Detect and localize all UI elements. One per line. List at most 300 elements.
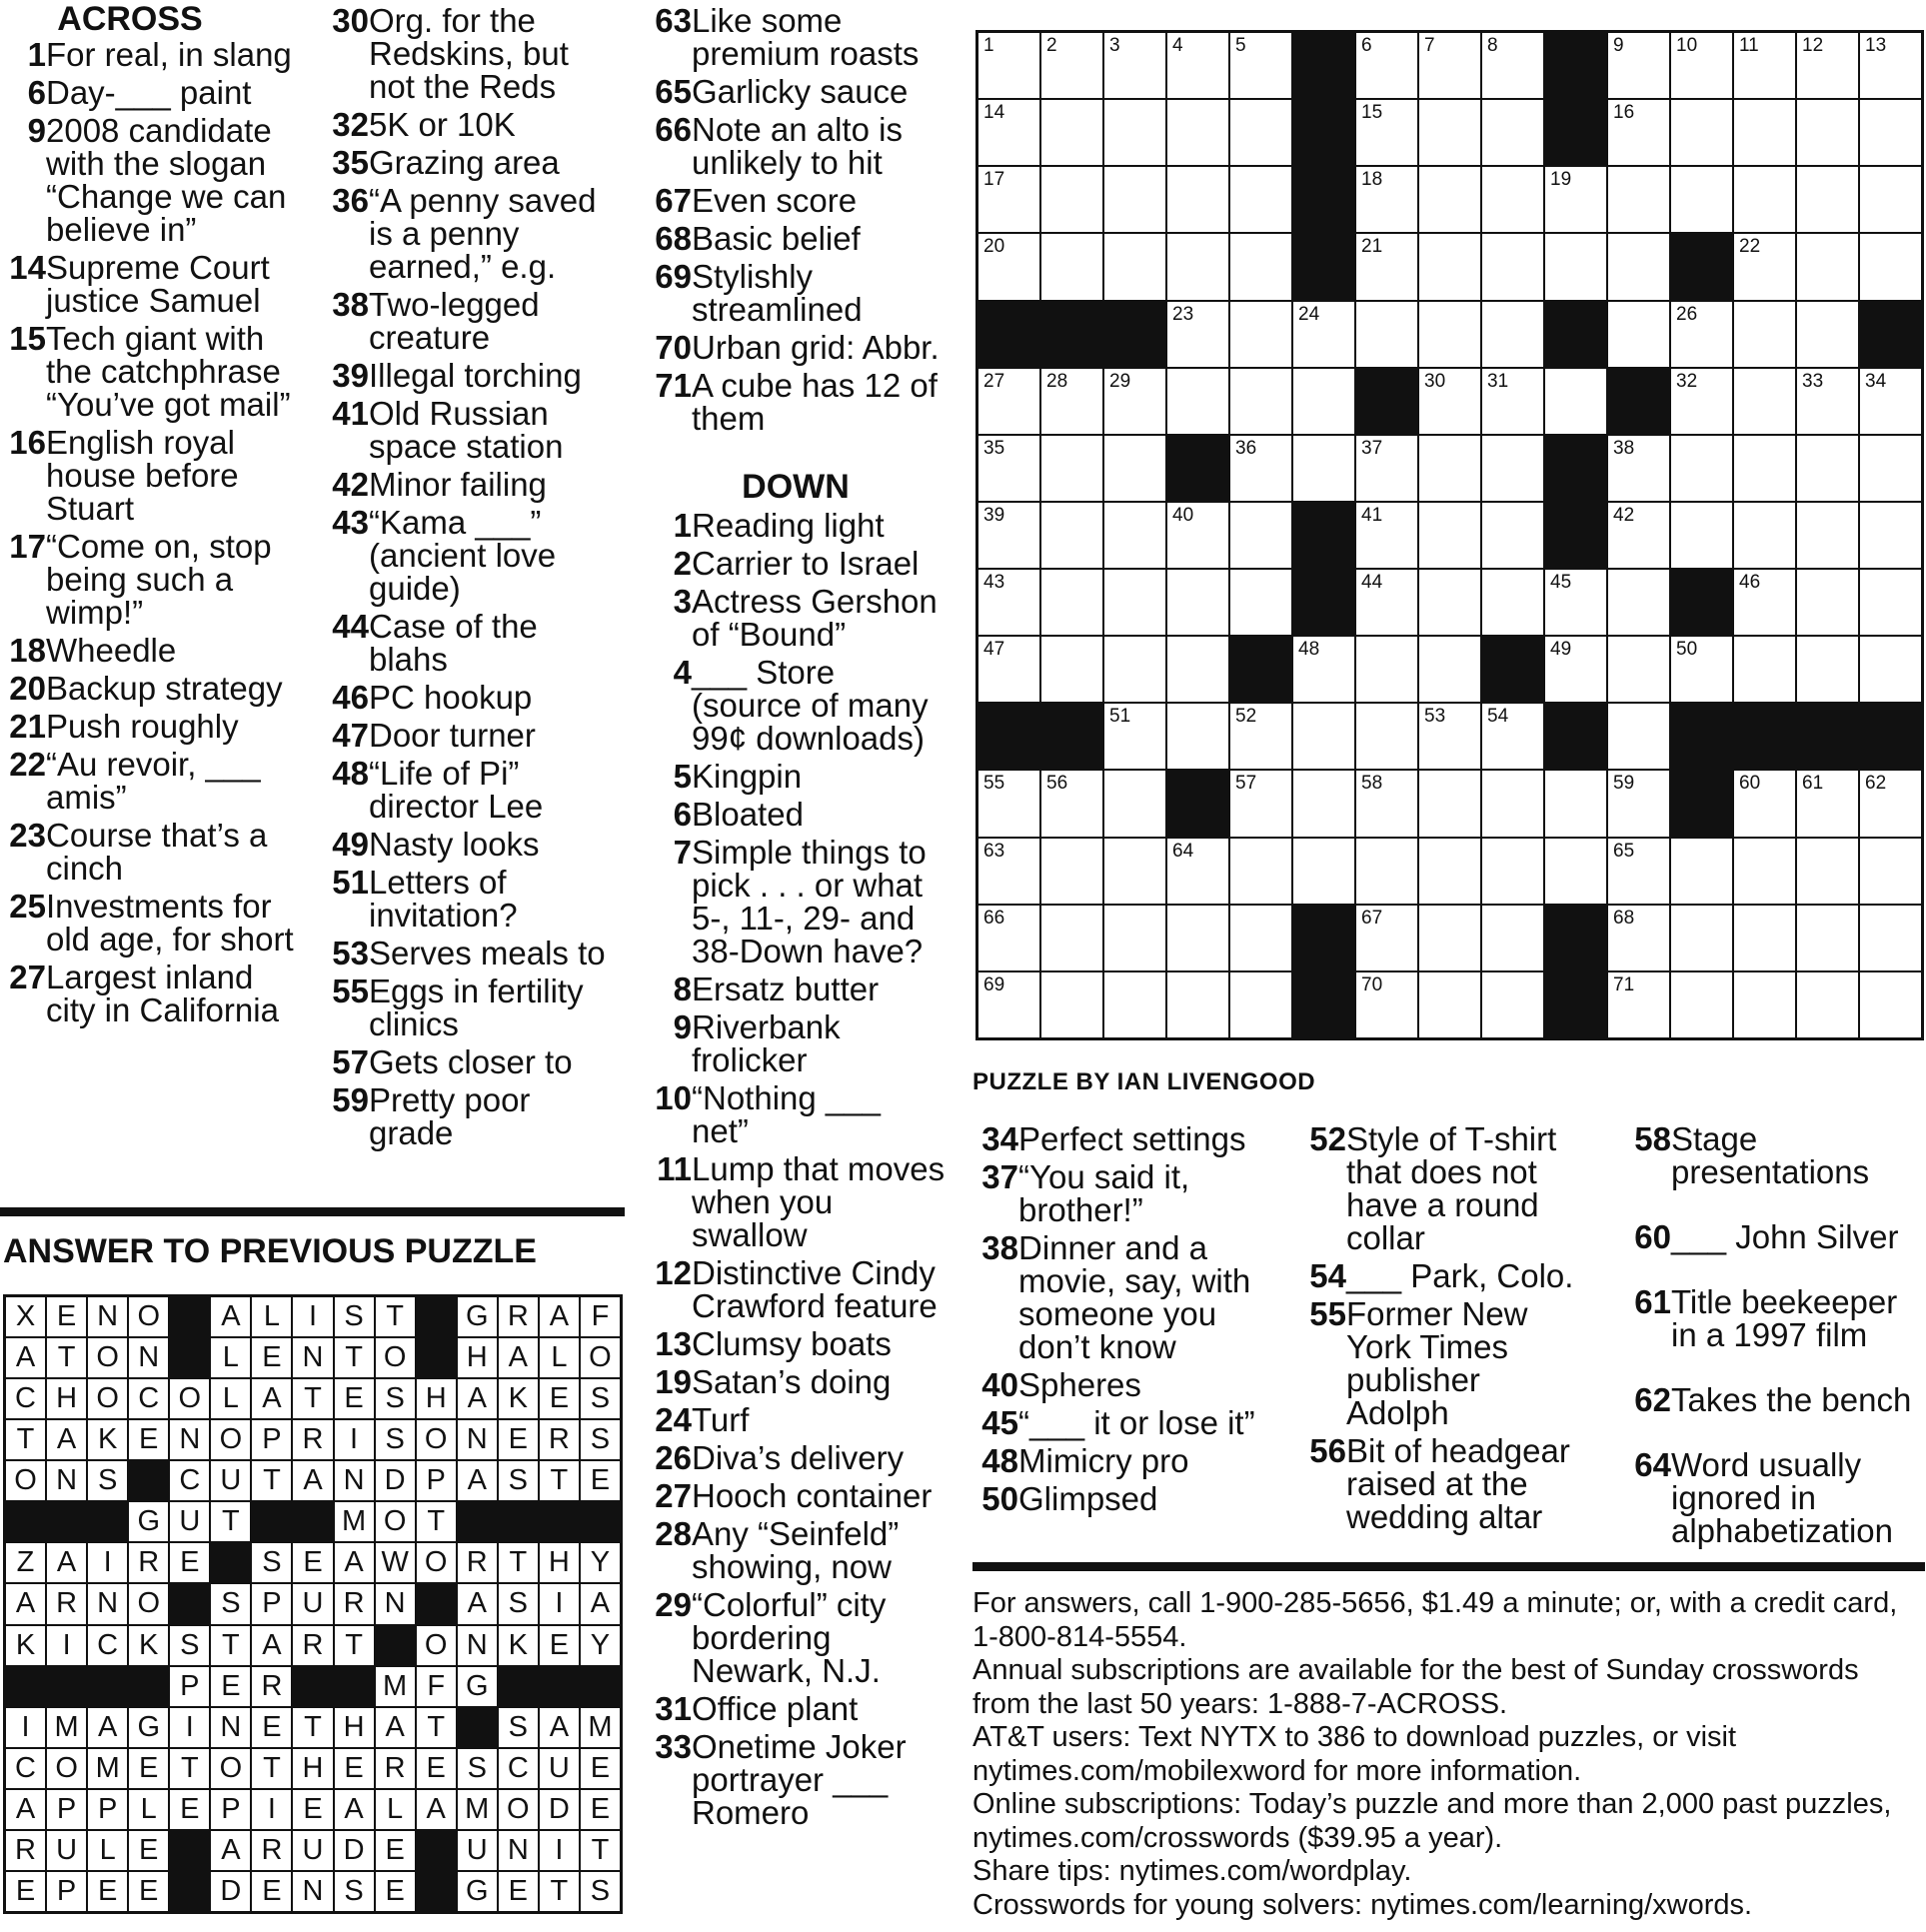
grid-cell[interactable] <box>1860 369 1921 434</box>
grid-cell[interactable] <box>978 771 1039 836</box>
grid-cell[interactable] <box>1356 570 1417 635</box>
grid-cell[interactable] <box>1293 436 1354 501</box>
grid-cell[interactable] <box>1230 33 1291 98</box>
grid-cell[interactable] <box>1671 972 1732 1037</box>
clue-text: Supreme Court justice Samuel <box>46 249 270 319</box>
answer-letter: T <box>499 1543 538 1582</box>
answer-letter: U <box>540 1749 579 1788</box>
grid-cell[interactable] <box>1734 33 1795 98</box>
grid-cell[interactable] <box>1104 839 1165 904</box>
clue-text: Backup strategy <box>46 670 283 707</box>
answer-letter: E <box>581 1749 620 1788</box>
grid-cell[interactable] <box>1167 906 1228 970</box>
cell-number: 13 <box>1865 35 1887 56</box>
clue-item <box>323 4 623 103</box>
answer-letter: T <box>335 1626 374 1665</box>
grid-cell[interactable] <box>1356 436 1417 501</box>
grid-cell[interactable] <box>1230 436 1291 501</box>
grid-cell[interactable] <box>978 906 1039 970</box>
grid-cell[interactable] <box>1671 167 1732 232</box>
grid-cell[interactable] <box>978 167 1039 232</box>
clue-item <box>323 397 623 463</box>
grid-cell[interactable] <box>1293 637 1354 702</box>
cell-number: 62 <box>1865 773 1887 795</box>
grid-cell[interactable] <box>1419 972 1480 1037</box>
grid-cell[interactable] <box>1482 503 1543 568</box>
grid-cell[interactable] <box>1797 436 1858 501</box>
clue-item <box>0 634 300 667</box>
grid-cell[interactable] <box>1419 234 1480 299</box>
clue-number: 36 <box>332 182 369 219</box>
grid-cell[interactable] <box>1734 234 1795 299</box>
grid-cell[interactable] <box>978 570 1039 635</box>
cell-number: 58 <box>1361 773 1383 795</box>
answer-letter: L <box>129 1790 168 1829</box>
grid-cell[interactable] <box>1482 33 1543 98</box>
grid-cell[interactable] <box>1734 167 1795 232</box>
grid-cell[interactable] <box>1104 704 1165 769</box>
answer-letter: N <box>88 1297 127 1336</box>
grid-cell[interactable] <box>1482 436 1543 501</box>
answer-letter: U <box>293 1831 332 1870</box>
answer-letter: E <box>170 1790 209 1829</box>
grid-cell[interactable] <box>978 972 1039 1037</box>
clue-item <box>646 184 946 217</box>
clue-number: 56 <box>1309 1432 1346 1469</box>
grid-cell[interactable] <box>1860 33 1921 98</box>
grid-cell[interactable] <box>1797 637 1858 702</box>
clue-item <box>972 1482 1272 1515</box>
grid-cell[interactable] <box>1797 972 1858 1037</box>
clue-text: Actress Gershon of “Bound” <box>692 583 938 653</box>
grid-cell[interactable] <box>1482 302 1543 367</box>
grid-cell[interactable] <box>1230 906 1291 970</box>
answer-letter: T <box>211 1626 250 1665</box>
grid-cell[interactable] <box>1608 704 1669 769</box>
clue-item <box>1625 1448 1925 1547</box>
grid-cell[interactable] <box>1734 436 1795 501</box>
grid-cell[interactable] <box>1671 503 1732 568</box>
grid-cell[interactable] <box>1860 570 1921 635</box>
grid-cell[interactable] <box>978 436 1039 501</box>
grid-cell[interactable] <box>978 637 1039 702</box>
grid-cell[interactable] <box>1608 234 1669 299</box>
grid-cell[interactable] <box>1608 972 1669 1037</box>
grid-cell[interactable] <box>1167 704 1228 769</box>
grid-cell[interactable] <box>1482 839 1543 904</box>
grid-cell[interactable] <box>1608 302 1669 367</box>
grid-cell[interactable] <box>1230 234 1291 299</box>
grid-cell[interactable] <box>1041 436 1102 501</box>
grid-cell[interactable] <box>1671 369 1732 434</box>
grid-cell[interactable] <box>1230 972 1291 1037</box>
answer-letter: A <box>293 1461 332 1500</box>
clue-item <box>646 369 946 435</box>
answer-letter: R <box>293 1420 332 1459</box>
grid-cell[interactable] <box>1482 570 1543 635</box>
grid-cell[interactable] <box>1356 704 1417 769</box>
grid-cell[interactable] <box>1230 167 1291 232</box>
answer-letter: A <box>47 1420 86 1459</box>
grid-cell[interactable] <box>1167 234 1228 299</box>
clue-text: Course that’s a cinch <box>46 817 268 887</box>
grid-cell[interactable] <box>978 33 1039 98</box>
grid-cell[interactable] <box>1608 33 1669 98</box>
grid-cell[interactable] <box>1860 637 1921 702</box>
cell-number: 10 <box>1676 35 1698 56</box>
grid-cell[interactable] <box>1356 234 1417 299</box>
grid-cell[interactable] <box>1734 839 1795 904</box>
clue-text: Word usually ignored in alphabetization <box>1671 1446 1894 1549</box>
answer-letter: L <box>376 1790 415 1829</box>
answer-letter: C <box>170 1461 209 1500</box>
grid-cell[interactable] <box>1860 100 1921 165</box>
grid-cell[interactable] <box>1545 771 1606 836</box>
answer-letter: M <box>335 1502 374 1541</box>
answer-letter: S <box>581 1379 620 1418</box>
grid-cell[interactable] <box>1419 369 1480 434</box>
grid-cell[interactable] <box>1797 839 1858 904</box>
grid-cell[interactable] <box>1104 234 1165 299</box>
grid-cell[interactable] <box>1734 637 1795 702</box>
grid-cell[interactable] <box>1356 167 1417 232</box>
grid-cell[interactable] <box>1860 436 1921 501</box>
cell-number: 56 <box>1046 773 1068 795</box>
grid-cell[interactable] <box>1230 771 1291 836</box>
grid-cell[interactable] <box>1545 570 1606 635</box>
cell-number: 27 <box>983 370 1005 392</box>
clue-item <box>646 798 946 831</box>
clue-text: Dinner and a movie, say, with someone you don’t know <box>1018 1229 1251 1365</box>
answer-letter: A <box>335 1790 374 1829</box>
grid-cell[interactable] <box>1482 771 1543 836</box>
answer-letter: E <box>293 1543 332 1582</box>
grid-cell[interactable] <box>1671 33 1732 98</box>
grid-cell[interactable] <box>1860 972 1921 1037</box>
grid-cell[interactable] <box>1167 369 1228 434</box>
grid-cell[interactable] <box>1419 436 1480 501</box>
grid-cell[interactable] <box>1419 704 1480 769</box>
grid-cell[interactable] <box>1608 839 1669 904</box>
answer-letter: R <box>129 1543 168 1582</box>
grid-cell[interactable] <box>1041 570 1102 635</box>
grid-cell[interactable] <box>1734 100 1795 165</box>
grid-cell[interactable] <box>1104 906 1165 970</box>
grid-cell[interactable] <box>1041 369 1102 434</box>
grid-cell[interactable] <box>978 234 1039 299</box>
grid-cell[interactable] <box>1041 100 1102 165</box>
grid-cell[interactable] <box>1608 570 1669 635</box>
clue-text: Lump that moves when you swallow <box>692 1150 946 1253</box>
section-rule-left <box>0 1207 625 1216</box>
grid-cell[interactable] <box>1293 839 1354 904</box>
grid-cell[interactable] <box>1419 503 1480 568</box>
grid-cell[interactable] <box>1734 503 1795 568</box>
grid-cell[interactable] <box>1671 436 1732 501</box>
answer-letter: O <box>499 1790 538 1829</box>
clue-text: Office plant <box>692 1690 859 1727</box>
answer-letter: K <box>499 1379 538 1418</box>
grid-cell[interactable] <box>1356 906 1417 970</box>
grid-cell[interactable] <box>1167 302 1228 367</box>
grid-cell[interactable] <box>978 100 1039 165</box>
grid-cell[interactable] <box>1293 771 1354 836</box>
grid-cell[interactable] <box>1608 167 1669 232</box>
answer-letter: E <box>88 1872 127 1911</box>
grid-cell[interactable] <box>1356 771 1417 836</box>
grid-cell[interactable] <box>1797 771 1858 836</box>
grid-cell[interactable] <box>1356 33 1417 98</box>
grid-cell[interactable] <box>1356 637 1417 702</box>
answer-block <box>458 1708 497 1747</box>
grid-cell[interactable] <box>1041 234 1102 299</box>
grid-block <box>1293 33 1354 98</box>
grid-cell[interactable] <box>1104 570 1165 635</box>
grid-block <box>1167 436 1228 501</box>
grid-cell[interactable] <box>1356 972 1417 1037</box>
grid-cell[interactable] <box>1545 369 1606 434</box>
answer-block <box>47 1502 86 1541</box>
across-column-1 <box>0 0 300 1031</box>
grid-cell[interactable] <box>1734 972 1795 1037</box>
grid-cell[interactable] <box>1104 637 1165 702</box>
grid-cell[interactable] <box>1041 771 1102 836</box>
grid-cell[interactable] <box>1356 839 1417 904</box>
crossword-grid[interactable] <box>975 30 1924 1040</box>
grid-cell[interactable] <box>1104 972 1165 1037</box>
answer-letter: R <box>499 1297 538 1336</box>
answer-letter: D <box>335 1831 374 1870</box>
grid-cell[interactable] <box>1104 771 1165 836</box>
grid-cell[interactable] <box>1797 100 1858 165</box>
grid-cell[interactable] <box>1419 839 1480 904</box>
grid-cell[interactable] <box>1419 302 1480 367</box>
clue-item <box>0 114 300 246</box>
grid-cell[interactable] <box>1608 436 1669 501</box>
grid-block <box>1797 704 1858 769</box>
grid-cell[interactable] <box>1293 704 1354 769</box>
grid-cell[interactable] <box>1482 100 1543 165</box>
grid-cell[interactable] <box>1545 839 1606 904</box>
grid-cell[interactable] <box>1167 167 1228 232</box>
grid-cell[interactable] <box>1356 503 1417 568</box>
clue-item <box>646 1327 946 1360</box>
grid-cell[interactable] <box>1860 771 1921 836</box>
grid-cell[interactable] <box>1545 167 1606 232</box>
clue-number: 44 <box>332 608 369 645</box>
grid-cell[interactable] <box>1419 570 1480 635</box>
clue-item <box>646 1152 946 1251</box>
cell-number: 49 <box>1550 639 1572 661</box>
answer-letter: E <box>129 1420 168 1459</box>
info-line: Share tips: nytimes.com/wordplay. <box>972 1855 1412 1887</box>
answer-block <box>540 1502 579 1541</box>
clue-number: 63 <box>655 2 692 39</box>
grid-cell[interactable] <box>1104 167 1165 232</box>
grid-cell[interactable] <box>1167 839 1228 904</box>
grid-cell[interactable] <box>1797 33 1858 98</box>
answer-letter: T <box>581 1831 620 1870</box>
clue-number: 50 <box>981 1480 1018 1517</box>
clue-text: “A penny saved is a penny earned,” e.g. <box>369 182 597 285</box>
grid-cell[interactable] <box>1797 906 1858 970</box>
answer-letter: U <box>47 1831 86 1870</box>
clue-item <box>323 681 623 714</box>
grid-cell[interactable] <box>1230 302 1291 367</box>
cell-number: 61 <box>1802 773 1824 795</box>
grid-cell[interactable] <box>1797 369 1858 434</box>
grid-cell[interactable] <box>1104 100 1165 165</box>
grid-cell[interactable] <box>1608 906 1669 970</box>
grid-cell[interactable] <box>1104 436 1165 501</box>
grid-cell[interactable] <box>1482 906 1543 970</box>
grid-cell[interactable] <box>1860 503 1921 568</box>
answer-letter: H <box>47 1379 86 1418</box>
answer-letter: T <box>47 1338 86 1377</box>
answer-letter: N <box>293 1338 332 1377</box>
grid-cell[interactable] <box>1608 100 1669 165</box>
grid-cell[interactable] <box>1797 302 1858 367</box>
grid-cell[interactable] <box>1608 637 1669 702</box>
cell-number: 30 <box>1424 370 1446 392</box>
grid-cell[interactable] <box>978 839 1039 904</box>
grid-cell[interactable] <box>1104 369 1165 434</box>
grid-cell[interactable] <box>1230 369 1291 434</box>
grid-cell[interactable] <box>1356 302 1417 367</box>
grid-cell[interactable] <box>1104 33 1165 98</box>
answer-letter: Z <box>6 1543 45 1582</box>
clue-item <box>972 1368 1272 1401</box>
grid-cell[interactable] <box>1734 369 1795 434</box>
grid-cell[interactable] <box>1419 637 1480 702</box>
grid-cell[interactable] <box>1797 234 1858 299</box>
answer-letter: G <box>458 1297 497 1336</box>
previous-answer-title: ANSWER TO PREVIOUS PUZZLE <box>3 1232 537 1270</box>
grid-cell[interactable] <box>1608 771 1669 836</box>
grid-cell[interactable] <box>1860 234 1921 299</box>
grid-cell[interactable] <box>1734 302 1795 367</box>
answer-letter: L <box>540 1338 579 1377</box>
grid-cell[interactable] <box>1230 100 1291 165</box>
answer-letter: A <box>581 1584 620 1623</box>
grid-cell[interactable] <box>1419 33 1480 98</box>
grid-cell[interactable] <box>1797 503 1858 568</box>
grid-cell[interactable] <box>1608 503 1669 568</box>
grid-cell[interactable] <box>1671 100 1732 165</box>
clue-number: 22 <box>9 746 46 783</box>
grid-cell[interactable] <box>1041 637 1102 702</box>
answer-block <box>581 1667 620 1706</box>
grid-cell[interactable] <box>978 503 1039 568</box>
grid-cell[interactable] <box>1167 570 1228 635</box>
grid-cell[interactable] <box>1356 100 1417 165</box>
grid-cell[interactable] <box>1230 570 1291 635</box>
grid-cell[interactable] <box>1671 302 1732 367</box>
answer-letter: P <box>47 1872 86 1911</box>
cell-number: 2 <box>1046 35 1057 56</box>
cell-number: 31 <box>1487 370 1509 392</box>
clue-item <box>323 108 623 141</box>
grid-cell[interactable] <box>1797 570 1858 635</box>
grid-cell[interactable] <box>1167 100 1228 165</box>
grid-cell[interactable] <box>1482 369 1543 434</box>
grid-cell[interactable] <box>1167 33 1228 98</box>
clue-item <box>0 322 300 421</box>
clue-item <box>1625 1285 1925 1351</box>
grid-cell[interactable] <box>1482 167 1543 232</box>
grid-cell[interactable] <box>1545 637 1606 702</box>
cell-number: 50 <box>1676 639 1698 661</box>
grid-cell[interactable] <box>1419 771 1480 836</box>
grid-cell[interactable] <box>1671 906 1732 970</box>
grid-cell[interactable] <box>1167 637 1228 702</box>
answer-letter: A <box>252 1626 291 1665</box>
clue-text: “You said it, brother!” <box>1018 1158 1190 1228</box>
answer-letter: E <box>335 1379 374 1418</box>
grid-cell[interactable] <box>1230 839 1291 904</box>
grid-cell[interactable] <box>1041 906 1102 970</box>
grid-cell[interactable] <box>1734 570 1795 635</box>
clue-number: 25 <box>9 888 46 925</box>
grid-cell[interactable] <box>1671 637 1732 702</box>
grid-cell[interactable] <box>1041 503 1102 568</box>
grid-cell[interactable] <box>1041 167 1102 232</box>
clue-number: 27 <box>655 1477 692 1514</box>
clue-item <box>646 222 946 255</box>
grid-cell[interactable] <box>1482 972 1543 1037</box>
grid-cell[interactable] <box>1860 167 1921 232</box>
grid-cell[interactable] <box>1041 839 1102 904</box>
answer-block <box>170 1831 209 1870</box>
clue-text: “Nothing ___ net” <box>692 1079 881 1149</box>
grid-cell[interactable] <box>1860 906 1921 970</box>
grid-cell[interactable] <box>1419 167 1480 232</box>
grid-cell[interactable] <box>1734 771 1795 836</box>
clue-number: 35 <box>332 144 369 181</box>
answer-letter: S <box>376 1420 415 1459</box>
grid-cell[interactable] <box>1230 503 1291 568</box>
answer-block <box>417 1584 456 1623</box>
grid-cell[interactable] <box>1419 100 1480 165</box>
clue-item <box>323 1045 623 1078</box>
clue-number: 49 <box>332 826 369 863</box>
cell-number: 19 <box>1550 169 1572 191</box>
clue-item <box>0 38 300 71</box>
grid-cell[interactable] <box>1293 369 1354 434</box>
grid-cell[interactable] <box>1041 33 1102 98</box>
grid-cell[interactable] <box>1482 234 1543 299</box>
grid-cell[interactable] <box>1104 503 1165 568</box>
grid-cell[interactable] <box>1545 234 1606 299</box>
grid-cell[interactable] <box>1293 302 1354 367</box>
grid-cell[interactable] <box>1041 972 1102 1037</box>
grid-cell[interactable] <box>1797 167 1858 232</box>
grid-cell[interactable] <box>1230 704 1291 769</box>
grid-cell[interactable] <box>978 369 1039 434</box>
answer-letter: C <box>129 1379 168 1418</box>
answer-letter: Y <box>581 1543 620 1582</box>
grid-cell[interactable] <box>1734 906 1795 970</box>
grid-cell[interactable] <box>1167 972 1228 1037</box>
answer-block <box>293 1667 332 1706</box>
grid-cell[interactable] <box>1860 839 1921 904</box>
cell-number: 65 <box>1613 840 1635 862</box>
answer-letter: T <box>293 1708 332 1747</box>
grid-cell[interactable] <box>1671 839 1732 904</box>
grid-cell[interactable] <box>1482 704 1543 769</box>
grid-cell[interactable] <box>1167 503 1228 568</box>
grid-cell[interactable] <box>1419 906 1480 970</box>
